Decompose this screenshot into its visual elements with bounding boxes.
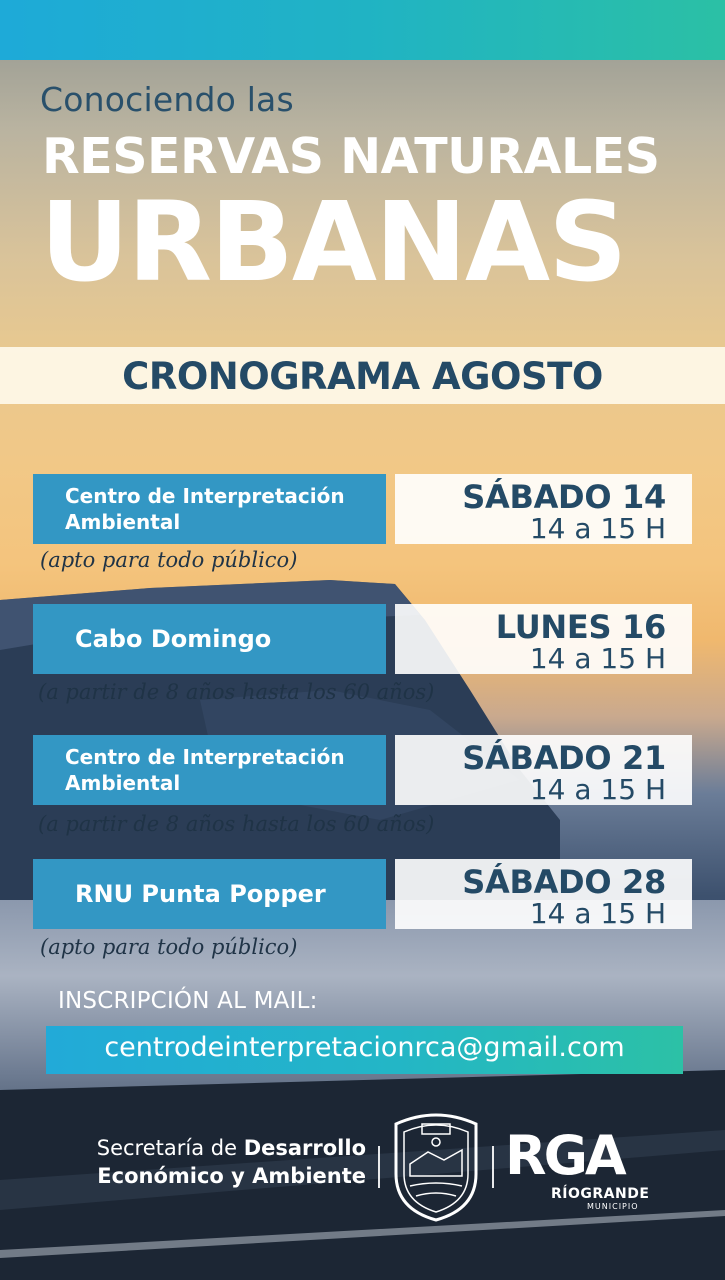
title-line-1: Conociendo las <box>40 80 294 119</box>
top-accent-bar <box>0 0 725 60</box>
event-place-line-1: RNU Punta Popper <box>75 880 326 908</box>
secretaria-line-2: Económico y Ambiente <box>97 1164 366 1188</box>
event-date <box>395 474 692 544</box>
event-day: SÁBADO 14 <box>462 478 666 516</box>
footer-divider <box>492 1146 494 1188</box>
event-hours: 14 a 15 H <box>529 897 666 930</box>
event-note: (apto para todo público) <box>40 548 298 572</box>
schedule-heading-band <box>0 347 725 404</box>
event-hours: 14 a 15 H <box>529 642 666 675</box>
footer-divider <box>378 1146 380 1188</box>
event-place-line-1: Cabo Domingo <box>75 625 272 653</box>
event-day: SÁBADO 21 <box>462 739 666 777</box>
title-line-3: URBANAS <box>40 178 626 306</box>
email-address[interactable]: centrodeinterpretacionrca@gmail.com <box>104 1032 625 1063</box>
event-date <box>395 735 692 805</box>
secretaria-text <box>60 1134 366 1190</box>
coat-of-arms-icon <box>388 1104 484 1224</box>
event-place <box>33 474 386 544</box>
event-place <box>33 859 386 929</box>
event-hours: 14 a 15 H <box>529 512 666 545</box>
event-place-line-2: Ambiental <box>65 510 181 534</box>
event-note: (a partir de 8 años hasta los 60 años) <box>38 812 435 836</box>
event-day: LUNES 16 <box>495 608 666 646</box>
email-box[interactable] <box>46 1026 683 1074</box>
event-place-line-2: Ambiental <box>65 771 181 795</box>
event-hours: 14 a 15 H <box>529 773 666 806</box>
event-day: SÁBADO 28 <box>462 863 666 901</box>
secretaria-bold: Desarrollo <box>243 1136 366 1160</box>
event-place <box>33 735 386 805</box>
event-date <box>395 604 692 674</box>
rga-letters: RGA <box>505 1124 624 1187</box>
secretaria-prefix: Secretaría de <box>96 1136 244 1160</box>
schedule-heading: CRONOGRAMA AGOSTO <box>122 355 603 398</box>
event-place <box>33 604 386 674</box>
event-place-line-1: Centro de Interpretación <box>65 745 345 769</box>
event-place-line-1: Centro de Interpretación <box>65 484 345 508</box>
rga-logo <box>505 1124 655 1218</box>
title-line-2: RESERVAS NATURALES <box>42 128 660 185</box>
event-date <box>395 859 692 929</box>
event-note: (a partir de 8 años hasta los 60 años) <box>38 680 435 704</box>
rga-sub: MUNICIPIO <box>587 1202 639 1211</box>
event-note: (apto para todo público) <box>40 935 298 959</box>
registration-label: INSCRIPCIÓN AL MAIL: <box>58 988 318 1014</box>
rga-city: RÍOGRANDE <box>551 1186 650 1202</box>
